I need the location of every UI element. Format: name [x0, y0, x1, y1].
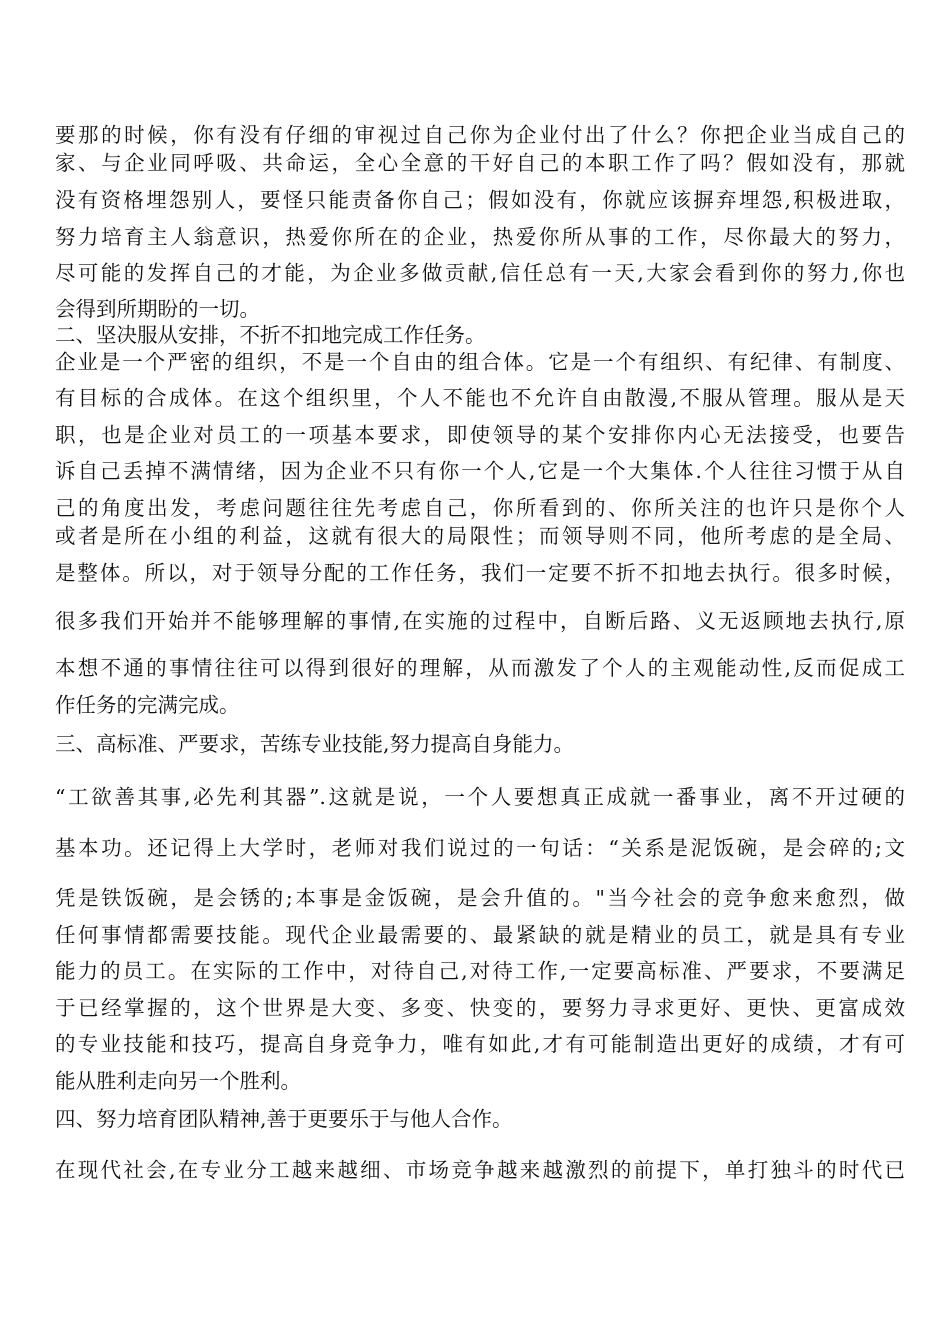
- paragraph-line: “工欲善其事,必先利其器”.这就是说，一个人要想真正成就一番事业，离不开过硬的: [55, 785, 905, 809]
- section-heading-4: 四、努力培育团队精神,善于更要乐于与他人合作。: [55, 1107, 513, 1131]
- section-heading-2: 二、坚决服从安排，不折不扣地完成工作任务。: [55, 323, 486, 347]
- paragraph-line: 能力的员工。在实际的工作中，对待自己,对待工作,一定要高标准、严要求，不要满足: [55, 959, 905, 983]
- paragraph-line: 会得到所期盼的一切。: [55, 297, 260, 321]
- paragraph-line: 诉自己丢掉不满情绪，因为企业不只有你一个人,它是一个大集体.个人往往习惯于从自: [55, 459, 905, 483]
- paragraph-line: 要那的时候，你有没有仔细的审视过自己你为企业付出了什么？你把企业当成自己的: [55, 123, 905, 147]
- paragraph-line: 凭是铁饭碗，是会锈的;本事是金饭碗，是会升值的。"当今社会的竞争愈来愈烈，做: [55, 886, 905, 910]
- paragraph-line: 作任务的完满完成。: [55, 693, 240, 717]
- paragraph-line: 于已经掌握的，这个世界是大变、多变、快变的，要努力寻求更好、更快、更富成效: [55, 996, 905, 1020]
- paragraph-line: 企业是一个严密的组织，不是一个自由的组合体。它是一个有组织、有纪律、有制度、: [55, 350, 905, 374]
- paragraph-line: 己的角度出发，考虑问题往往先考虑自己，你所看到的、你所关注的也许只是你个人: [55, 496, 905, 520]
- paragraph-line: 尽可能的发挥自己的才能，为企业多做贡献,信任总有一天,大家会看到你的努力,你也: [55, 261, 905, 285]
- section-heading-3: 三、高标准、严要求，苦练专业技能,努力提高自身能力。: [55, 732, 575, 756]
- paragraph-line: 没有资格埋怨别人，要怪只能责备你自己；假如没有，你就应该摒弃埋怨,积极进取，: [55, 188, 905, 212]
- paragraph-line: 是整体。所以，对于领导分配的工作任务，我们一定要不折不扣地去执行。很多时候，: [55, 561, 905, 585]
- paragraph-line: 基本功。还记得上大学时，老师对我们说过的一句话：“关系是泥饭碗，是会碎的;文: [55, 836, 905, 860]
- paragraph-line: 努力培育主人翁意识，热爱你所在的企业，热爱你所从事的工作，尽你最大的努力，: [55, 225, 905, 249]
- paragraph-line: 在现代社会,在专业分工越来越细、市场竞争越来越激烈的前提下，单打独斗的时代已: [55, 1158, 905, 1182]
- paragraph-line: 家、与企业同呼吸、共命运，全心全意的干好自己的本职工作了吗？假如没有，那就: [55, 151, 905, 175]
- paragraph-line: 本想不通的事情往往可以得到很好的理解，从而激发了个人的主观能动性,反而促成工: [55, 656, 905, 680]
- paragraph-line: 的专业技能和技巧，提高自身竞争力，唯有如此,才有可能制造出更好的成绩，才有可: [55, 1032, 905, 1056]
- paragraph-line: 有目标的合成体。在这个组织里，个人不能也不允许自由散漫,不服从管理。服从是天: [55, 386, 905, 410]
- paragraph-line: 能从胜利走向另一个胜利。: [55, 1069, 301, 1093]
- paragraph-line: 任何事情都需要技能。现代企业最需要的、最紧缺的就是精业的员工，就是具有专业: [55, 923, 905, 947]
- paragraph-line: 很多我们开始并不能够理解的事情,在实施的过程中，自断后路、义无返顾地去执行,原: [55, 609, 905, 633]
- paragraph-line: 或者是所在小组的利益，这就有很大的局限性；而领导则不同，他所考虑的是全局、: [55, 524, 905, 548]
- paragraph-line: 职，也是企业对员工的一项基本要求，即使领导的某个安排你内心无法接受，也要告: [55, 423, 905, 447]
